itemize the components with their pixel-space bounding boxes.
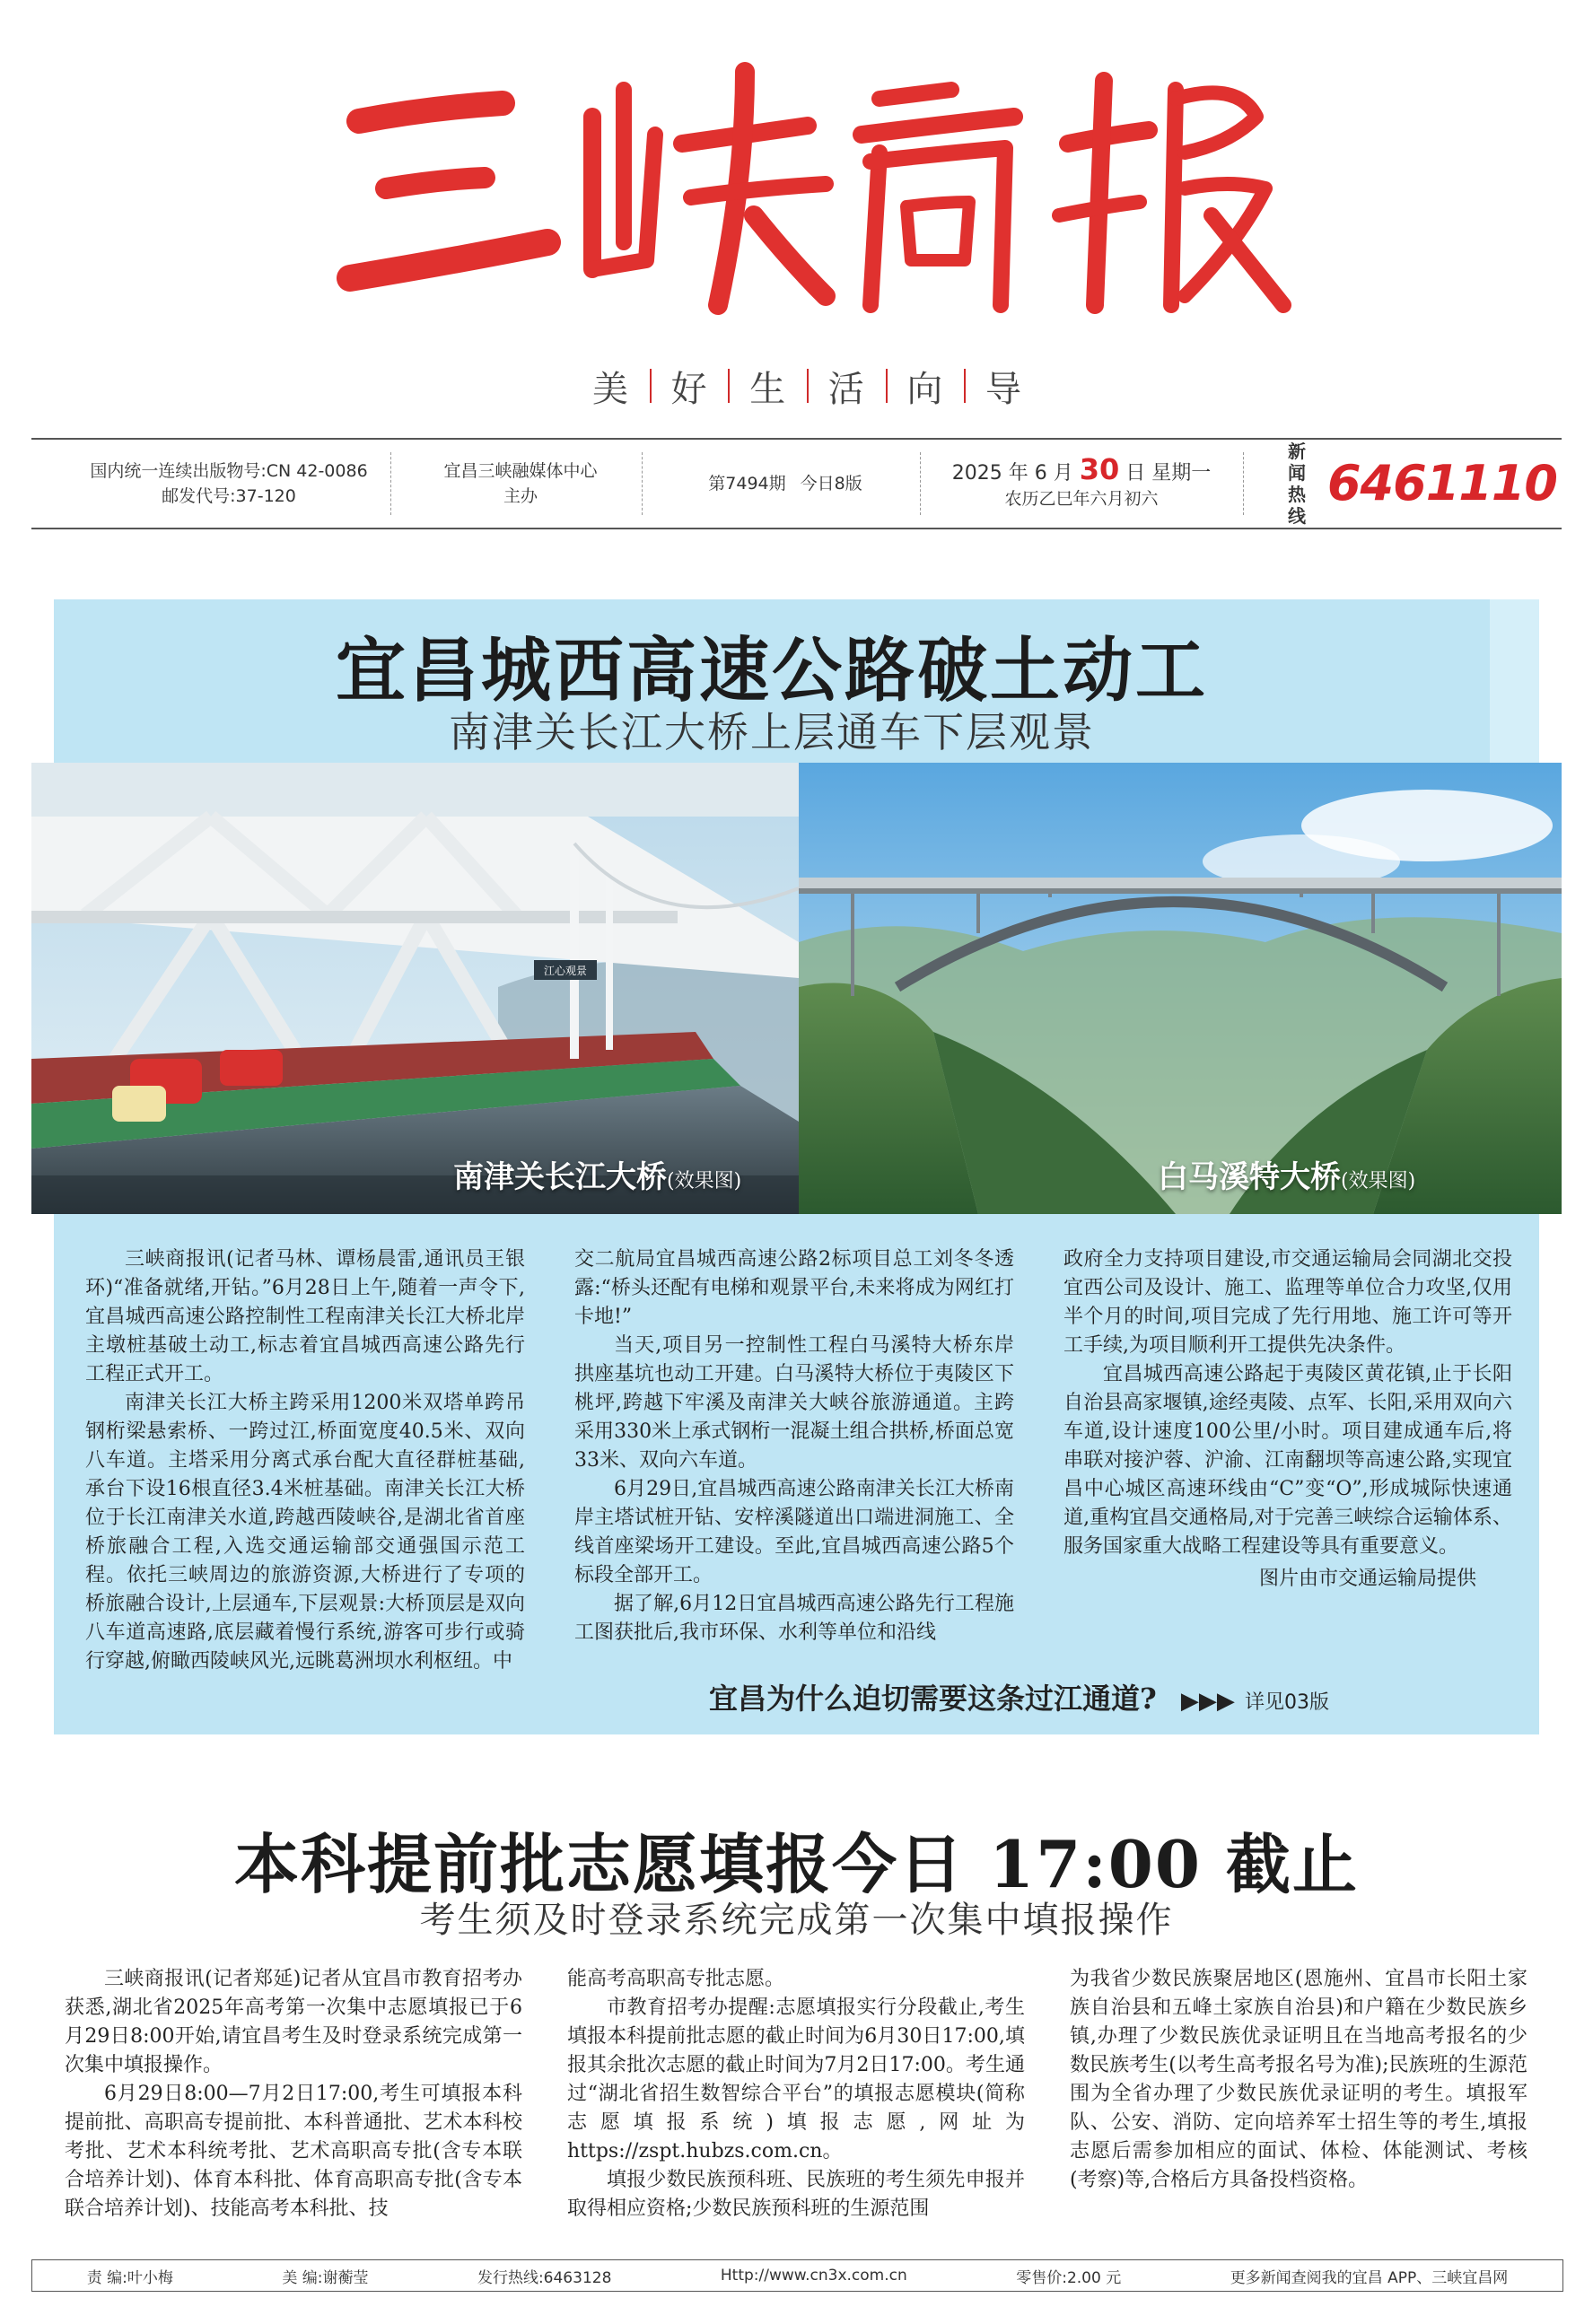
second-paragraph: 为我省少数民族聚居地区(恩施州、宜昌市长阳土家族自治县和五峰土家族自治县)和户籍在少数民族乡镇,办理了少数民族优录证明且在当地高考报名的少数民族考生(以考生高考报名号为准);民族班的生源范围为全省办理了少数民族优录证明的考生。填报军队、公安、消防、定向培养军士招生等的考生,填报志愿后需参加相应的面试、体检、体能测试、考核(考察)等,合格后方具备投档资格。	[1070, 1968, 1527, 2191]
hotline-number: 6461110	[1326, 455, 1557, 511]
slogan-char: 向	[906, 368, 945, 410]
photo-left-caption	[453, 1152, 741, 1196]
masthead-logo	[323, 36, 1292, 341]
cn-number: 国内统一连续出版物号:CN 42-0086	[90, 461, 368, 481]
lead-paragraph: 政府全力支持项目建设,市交通运输局会同湖北交投宜西公司及设计、施工、监理等单位合力攻坚,仅用半个月的时间,项目完成了先行用地、施工许可等开工手续,为项目顺利开工提供先决条件。	[1063, 1248, 1512, 1357]
second-subhead: 考生须及时登录系统完成第一次集中填报操作	[419, 1900, 1174, 1941]
issue-number: 第7494期	[708, 474, 786, 494]
second-column-3	[1070, 1965, 1527, 2195]
photo-nanjinguan-bridge	[31, 763, 799, 1214]
bridge-render-right	[799, 763, 1562, 1214]
info-divider	[1243, 452, 1245, 515]
hotline-label: 热线	[1288, 484, 1306, 527]
hotline	[1288, 441, 1557, 527]
second-paragraph: 三峡商报讯(记者郑延)记者从宜昌市教育招考办获悉,湖北省2025年高考第一次集中志愿填报已于6月29日8:00开始,请宜昌考生及时登录系统完成第一次集中填报操作。	[65, 1968, 522, 2076]
second-paragraph: 6月29日8:00—7月2日17:00,考生可填报本科提前批、高职高专提前批、本科普通批、艺术本科校考批、艺术本科统考批、艺术高职高专批(含专本联合培养计划)、体育本科批、体育高职高专批(含专本联合培养计划)、技能高考本科批、技	[65, 2083, 522, 2220]
info-divider	[920, 452, 922, 515]
slogan-char: 生	[749, 368, 788, 410]
lead-paragraph: 宜昌城西高速公路起于夷陵区黄花镇,止于长阳自治县高家堰镇,途经夷陵、点军、长阳,采用双向六车道,设计速度100公里/小时。项目建成通车后,将串联对接沪蓉、沪渝、江南翻坝等高速公路,实现宜昌中心城区高速环线由“C”变“O”,形成城际快速通道,重构宜昌交通格局,对于完善三峡综合运输体系、服务国家重大战略工程建设等具有重要意义。	[1063, 1363, 1512, 1558]
second-headline: 本科提前批志愿填报今日 17:00 截止	[233, 1826, 1360, 1902]
lead-headline: 宜昌城西高速公路破土动工	[335, 630, 1208, 712]
teaser-page-ref: 详见03版	[1245, 1691, 1330, 1714]
slogan-divider	[964, 369, 966, 403]
page-footer	[31, 2259, 1563, 2292]
date-day: 30	[1079, 451, 1120, 486]
lead-paragraph: 当天,项目另一控制性工程白马溪特大桥东岸拱座基坑也动工开建。白马溪特大桥位于夷陵区下桃坪,跨越下牢溪及南津关大峡谷旅游通道。主跨采用330米上承式钢桁一混凝土组合拱桥,桥面总宽33米、双向六车道。	[574, 1334, 1014, 1472]
lead-column-2	[574, 1245, 1014, 1647]
lead-paragraph: 据了解,6月12日宜昌城西高速公路先行工程施工图获批后,我市环保、水利等单位和沿线	[574, 1593, 1014, 1644]
lead-subhead: 南津关长江大桥上层通车下层观景	[449, 708, 1095, 756]
date-info	[938, 450, 1225, 517]
masthead	[0, 0, 1593, 431]
lead-paragraph: 南津关长江大桥主跨采用1200米双塔单跨吊钢桁梁悬索桥、一跨过江,桥面宽度40.5米、双向八车道。主塔采用分离式承台配大直径群桩基础,承台下设16根直径3.4米桩基础。南津关长江大桥位于长江南津关水道,跨越西陵峡谷,是湖北省首座桥旅融合工程,入选交通运输部交通强国示范工程。依托三峡周边的旅游资源,大桥进行了专项的桥旅融合设计,上层通车,下层观景:大桥顶层是双向八车道高速路,底层藏着慢行系统,游客可步行或骑行穿越,俯瞰西陵峡风光,远眺葛洲坝水利枢纽。中	[85, 1392, 525, 1673]
lead-paragraph: 三峡商报讯(记者马林、谭杨晨雷,通讯员王银环)“准备就绪,开钻。”6月28日上午,随着一声令下,宜昌城西高速公路控制性工程南津关长江大桥北岸主墩桩基破土动工,标志着宜昌城西高速公路先行工程正式开工。	[85, 1248, 525, 1385]
footer-designer: 美 编:谢蘅莹	[282, 2268, 369, 2287]
slogan-divider	[886, 369, 888, 403]
teaser-link[interactable]	[709, 1676, 1517, 1717]
triple-arrow-icon: ▶▶▶	[1180, 1688, 1235, 1715]
photo-baimaxi-bridge	[799, 763, 1562, 1214]
second-paragraph: 填报少数民族预科班、民族班的考生须先申报并取得相应资格;少数民族预科班的生源范围	[567, 2169, 1025, 2220]
postal-code: 邮发代号:37-120	[162, 486, 296, 506]
second-paragraph: 市教育招考办提醒:志愿填报实行分段截止,考生填报本科提前批志愿的截止时间为6月30日17:00,填报其余批次志愿的截止时间为7月2日17:00。考生通过“湖北省招生数智综合平台”的填报志愿模块(简称志愿填报系统)填报志愿,网址为https://zspt.hubzs.com.cn。	[567, 1996, 1025, 2162]
sponsor	[408, 450, 633, 517]
info-divider	[390, 452, 392, 515]
hotline-label: 新闻	[1288, 441, 1306, 484]
page-count: 今日8版	[800, 474, 862, 494]
slogan-char: 好	[670, 368, 709, 410]
photo-credit: 图片由市交通运输局提供	[1258, 1568, 1476, 1590]
sponsor-role: 主办	[503, 486, 538, 506]
issue-info	[660, 450, 911, 517]
lunar-date: 农历乙巳年六月初六	[1004, 488, 1159, 509]
masthead-rule-bottom	[31, 528, 1562, 529]
photo-left-caption-note: (效果图)	[667, 1170, 742, 1193]
photo-right-caption-title: 白马溪特大桥	[1158, 1159, 1341, 1195]
photo-right-caption	[1158, 1152, 1415, 1196]
info-bar	[31, 441, 1562, 526]
bridge-render-left	[31, 763, 799, 1214]
info-divider	[642, 452, 643, 515]
sponsor-name: 宜昌三峡融媒体中心	[443, 461, 598, 481]
publication-numbers	[58, 450, 399, 517]
second-column-1	[65, 1965, 522, 2224]
footer-website[interactable]: Http://www.cn3x.com.cn	[720, 2267, 907, 2285]
footer-app: 更多新闻查阅我的宜昌 APP、三峡宜昌网	[1230, 2268, 1509, 2287]
masthead-rule-top	[31, 438, 1562, 440]
slogan-divider	[728, 369, 730, 403]
slogan-divider	[807, 369, 809, 403]
slogan-char: 美	[592, 368, 630, 410]
photo-left-caption-title: 南津关长江大桥	[453, 1159, 667, 1195]
date-weekday: 日 星期一	[1125, 461, 1212, 485]
lead-column-1	[85, 1245, 525, 1676]
slogan	[592, 359, 1023, 413]
photo-right-caption-note: (效果图)	[1341, 1170, 1416, 1193]
lead-story-fold	[1490, 599, 1539, 779]
footer-editor: 责 编:叶小梅	[86, 2268, 173, 2287]
lead-column-3	[1063, 1245, 1512, 1594]
slogan-divider	[650, 369, 652, 403]
slogan-char: 导	[985, 368, 1023, 410]
second-column-2	[567, 1965, 1025, 2224]
lead-paragraph: 交二航局宜昌城西高速公路2标项目总工刘冬冬透露:“桥头还配有电梯和观景平台,未来将成为网红打卡地!”	[574, 1248, 1014, 1328]
footer-distribution: 发行热线:6463128	[477, 2268, 612, 2287]
second-paragraph: 能高考高职高专批志愿。	[567, 1968, 785, 1990]
teaser-text: 宜昌为什么迫切需要这条过江通道?	[709, 1682, 1157, 1716]
date-year-month: 2025 年 6 月	[951, 461, 1073, 485]
lead-paragraph: 6月29日,宜昌城西高速公路南津关长江大桥南岸主塔试桩开钻、安梓溪隧道出口端进洞施工、全线首座梁场开工建设。至此,宜昌城西高速公路5个标段全部开工。	[574, 1478, 1014, 1586]
viewing-sign: 江心观景	[543, 965, 588, 977]
slogan-char: 活	[827, 368, 866, 410]
footer-price: 零售价:2.00 元	[1016, 2268, 1122, 2287]
